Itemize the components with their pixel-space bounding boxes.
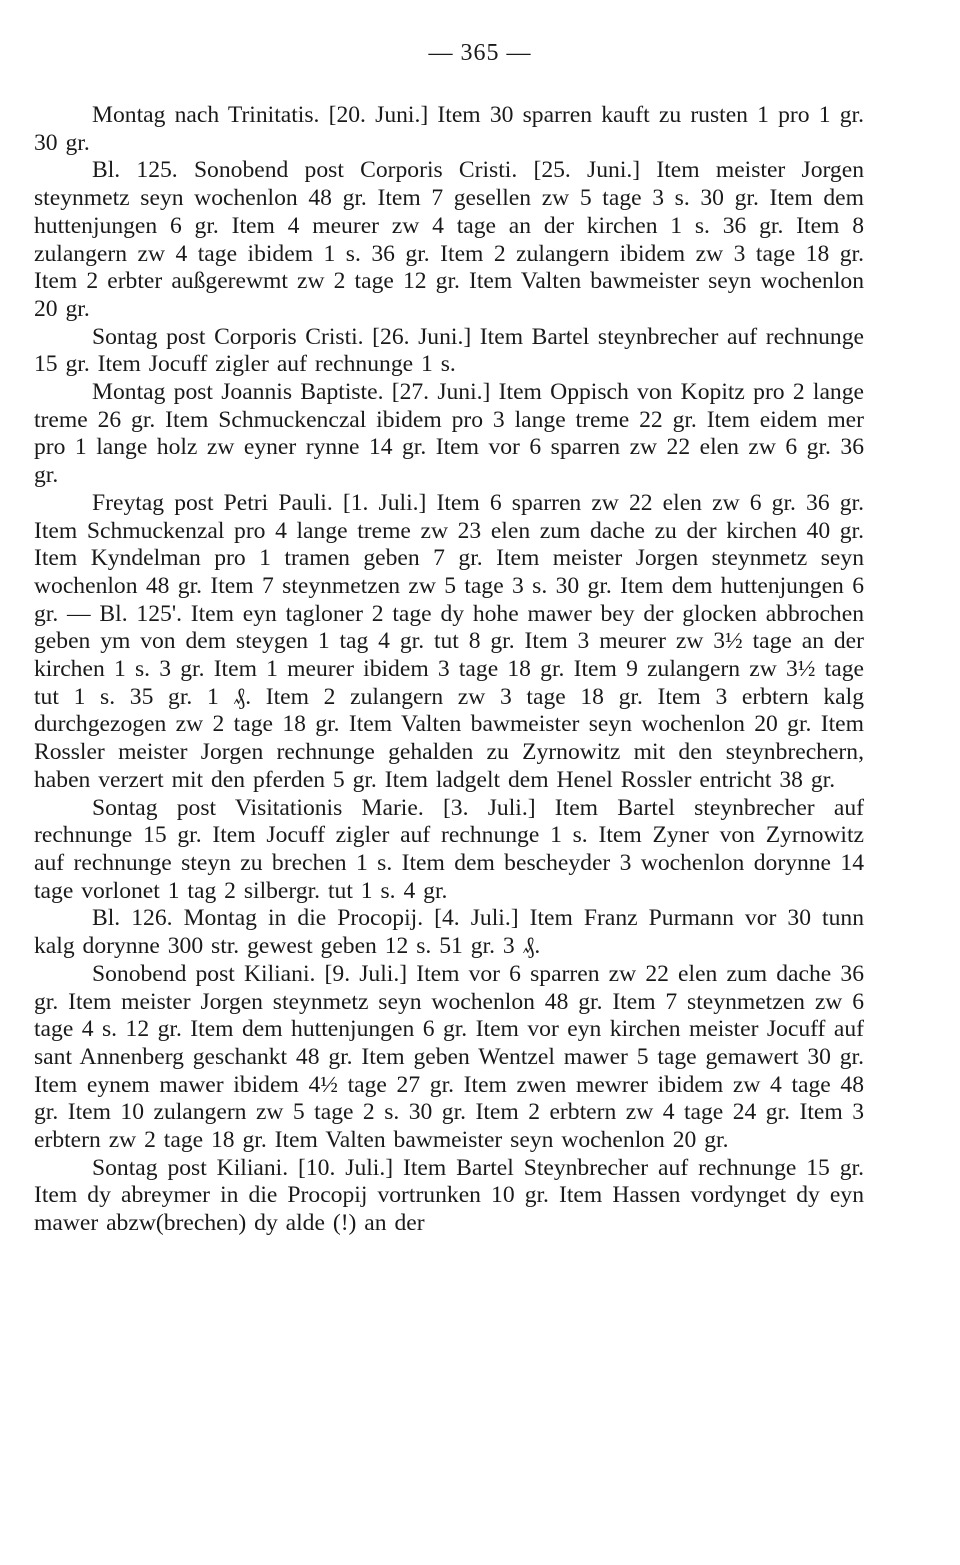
paragraph-bl-125: Bl. 125. Sonobend post Corporis Cristi. [25. Juni.] Item meister Jorgen steynmetz seyn wochenlon 48 gr. Item 7 gesellen zw 5 tage 3 s. 30 gr. Item dem huttenjungen 6 gr. Item 4 meurer zw 4 tage an der kirchen 1 s. 36 gr. Item 8 zulangern zw 4 tage ibidem 1 s. 36 gr. Item 2 zulangern ibidem zw 3 tage 18 gr. Item 2 erbter außgerewmt zw 2 tage 12 gr. Item Valten bawmeister seyn wochenlon 20 gr. xyxy=(34,157,864,322)
paragraph-montag-joannis: Montag post Joannis Baptiste. [27. Juni.] Item Oppisch von Kopitz pro 2 lange treme 26 gr. Item Schmuckenczal ibidem pro 3 lange treme 22 gr. Item eidem mer pro 1 lange holz zw eyner rynne 14 gr. Item vor 6 sparren zw 22 elen zw 6 gr. 36 gr. xyxy=(34,379,864,489)
paragraph-bl-126: Bl. 126. Montag in die Procopij. [4. Juli.] Item Franz Purmann vor 30 tunn kalg dorynne 300 str. gewest geben 12 s. 51 gr. 3 ₰. xyxy=(34,905,864,960)
paragraph-freytag-petri-pauli: Freytag post Petri Pauli. [1. Juli.] Item 6 sparren zw 22 elen zw 6 gr. 36 gr. Item Schmuckenzal pro 4 lange treme zw 23 elen zum dache zu der kirchen 40 gr. Item Kyndelman pro 1 tramen geben 7 gr. Item meister Jorgen steynmetz seyn wochenlon 48 gr. Item 7 steynmetzen zw 5 tage 3 s. 30 gr. Item dem huttenjungen 6 gr. — Bl. 125'. Item eyn tagloner 2 tage dy hohe mawer bey der glocken abbrochen geben ym von dem steygen 1 tag 4 gr. tut 8 gr. Item 3 meurer zw 3½ tage an der kirchen 1 s. 3 gr. Item 1 meurer ibidem 3 tage 18 gr. Item 9 zulangern zw 3½ tage tut 1 s. 35 gr. 1 ₰. Item 2 zulangern zw 3 tage 18 gr. Item 3 erbtern kalg durchgezogen zw 2 tage 18 gr. Item Valten bawmeister seyn wochenlon 20 gr. Item Rossler meister Jorgen rechnunge gehalden zu Zyrnowitz mit den steynbrechern, haben verzert mit den pferden 5 gr. Item ladgelt dem Henel Rossler entricht 38 gr. xyxy=(34,489,864,793)
paragraph-sontag-kiliani: Sontag post Kiliani. [10. Juli.] Item Bartel Steynbrecher auf rechnunge 15 gr. Item dy abreymer in die Procopij vortrunken 10 gr. Item Hassen vordynget dy eyn mawer abzw(brechen) dy alde (!) an der xyxy=(34,1154,864,1237)
text-body xyxy=(34,102,864,1238)
paragraph-sontag-corporis: Sontag post Corporis Cristi. [26. Juni.] Item Bartel steynbrecher auf rechnunge 15 gr. Item Jocuff zigler auf rechnunge 1 s. xyxy=(34,323,864,378)
paragraph-montag-trinitatis: Montag nach Trinitatis. [20. Juni.] Item 30 sparren kauft zu rusten 1 pro 1 gr. 30 gr. xyxy=(34,102,864,156)
paragraph-sontag-visitationis: Sontag post Visitationis Marie. [3. Juli.] Item Bartel steynbrecher auf rechnunge 15 gr. Item Jocuff zigler auf rechnunge 1 s. Item Zyner von Zyrnowitz auf rechnunge steyn zu brechen 1 s. Item dem bescheyder 3 wochenlon dorynne 14 tage vorlonet 1 tag 2 silbergr. tut 1 s. 4 gr. xyxy=(34,794,864,904)
page-number: — 365 — xyxy=(428,40,532,66)
paragraph-sonobend-kiliani: Sonobend post Kiliani. [9. Juli.] Item vor 6 sparren zw 22 elen zum dache 36 gr. Item meister Jorgen steynmetz seyn wochenlon 48 gr. Item 7 steynmetzen zw 6 tage 4 s. 12 gr. Item dem huttenjungen 6 gr. Item vor eyn kirchen meister Jocuff auf sant Annenberg geschankt 48 gr. Item geben Wentzel mawer 5 tage gemawert 30 gr. Item eynem mawer ibidem 4½ tage 27 gr. Item zwen mewrer ibidem zw 4 tage 48 gr. Item 10 zulangern zw 5 tage 2 s. 30 gr. Item 2 erbtern zw 4 tage 24 gr. Item 3 erbtern zw 2 tage 18 gr. Item Valten bawmeister seyn wochenlon 20 gr. xyxy=(34,960,864,1154)
